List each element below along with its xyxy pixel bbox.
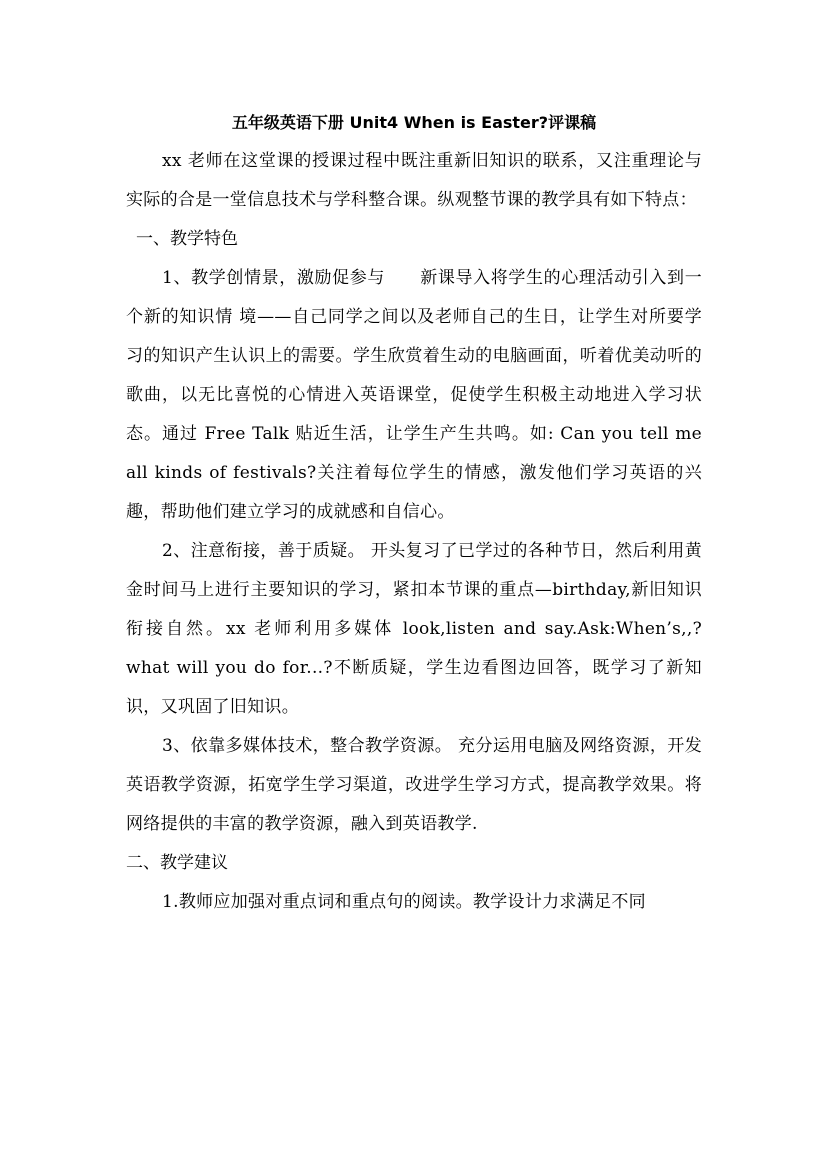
- section-heading-teaching-suggestions: 二、教学建议: [126, 853, 228, 873]
- document-title: 五年级英语下册 Unit4 When is Easter?评课稿: [231, 113, 597, 132]
- feature-paragraph-2: 2、注意衔接，善于质疑。 开头复习了已学过的各种节日，然后利用黄金时间马上进行主要知识的学习，紧扣本节课的重点—birthday,新旧知识衔接自然。xx 老师利用多媒体 look,listen and say.Ask:When’s,,?what will you do for...?不断质疑，学生边看图边回答，既学习了新知识，又巩固了旧知识。: [126, 541, 702, 717]
- suggestion-paragraph-1: 1.教师应加强对重点词和重点句的阅读。教学设计力求满足不同: [162, 892, 646, 912]
- section-heading-teaching-features: 一、教学特色: [136, 229, 238, 249]
- intro-paragraph: xx 老师在这堂课的授课过程中既注重新旧知识的联系，又注重理论与实际的合是一堂信息技术与学科整合课。纵观整节课的教学具有如下特点：: [126, 151, 702, 210]
- feature-paragraph-1: 1、教学创情景，激励促参与 新课导入将学生的心理活动引入到一个新的知识情 境——自己同学之间以及老师自己的生日，让学生对所要学习的知识产生认识上的需要。学生欣赏着生动的电脑画面，听着优美动听的歌曲，以无比喜悦的心情进入英语课堂，促使学生积极主动地进入学习状态。通过 Free Talk 贴近生活，让学生产生共鸣。如: Can you tell me all kinds of festivals?关注着每位学生的情感，激发他们学习英语的兴趣，帮助他们建立学习的成就感和自信心。: [126, 268, 702, 522]
- feature-paragraph-3: 3、依靠多媒体技术，整合教学资源。 充分运用电脑及网络资源，开发英语教学资源，拓宽学生学习渠道，改进学生学习方式，提高教学效果。将网络提供的丰富的教学资源，融入到英语教学.: [126, 736, 702, 834]
- document-body: [126, 110, 702, 922]
